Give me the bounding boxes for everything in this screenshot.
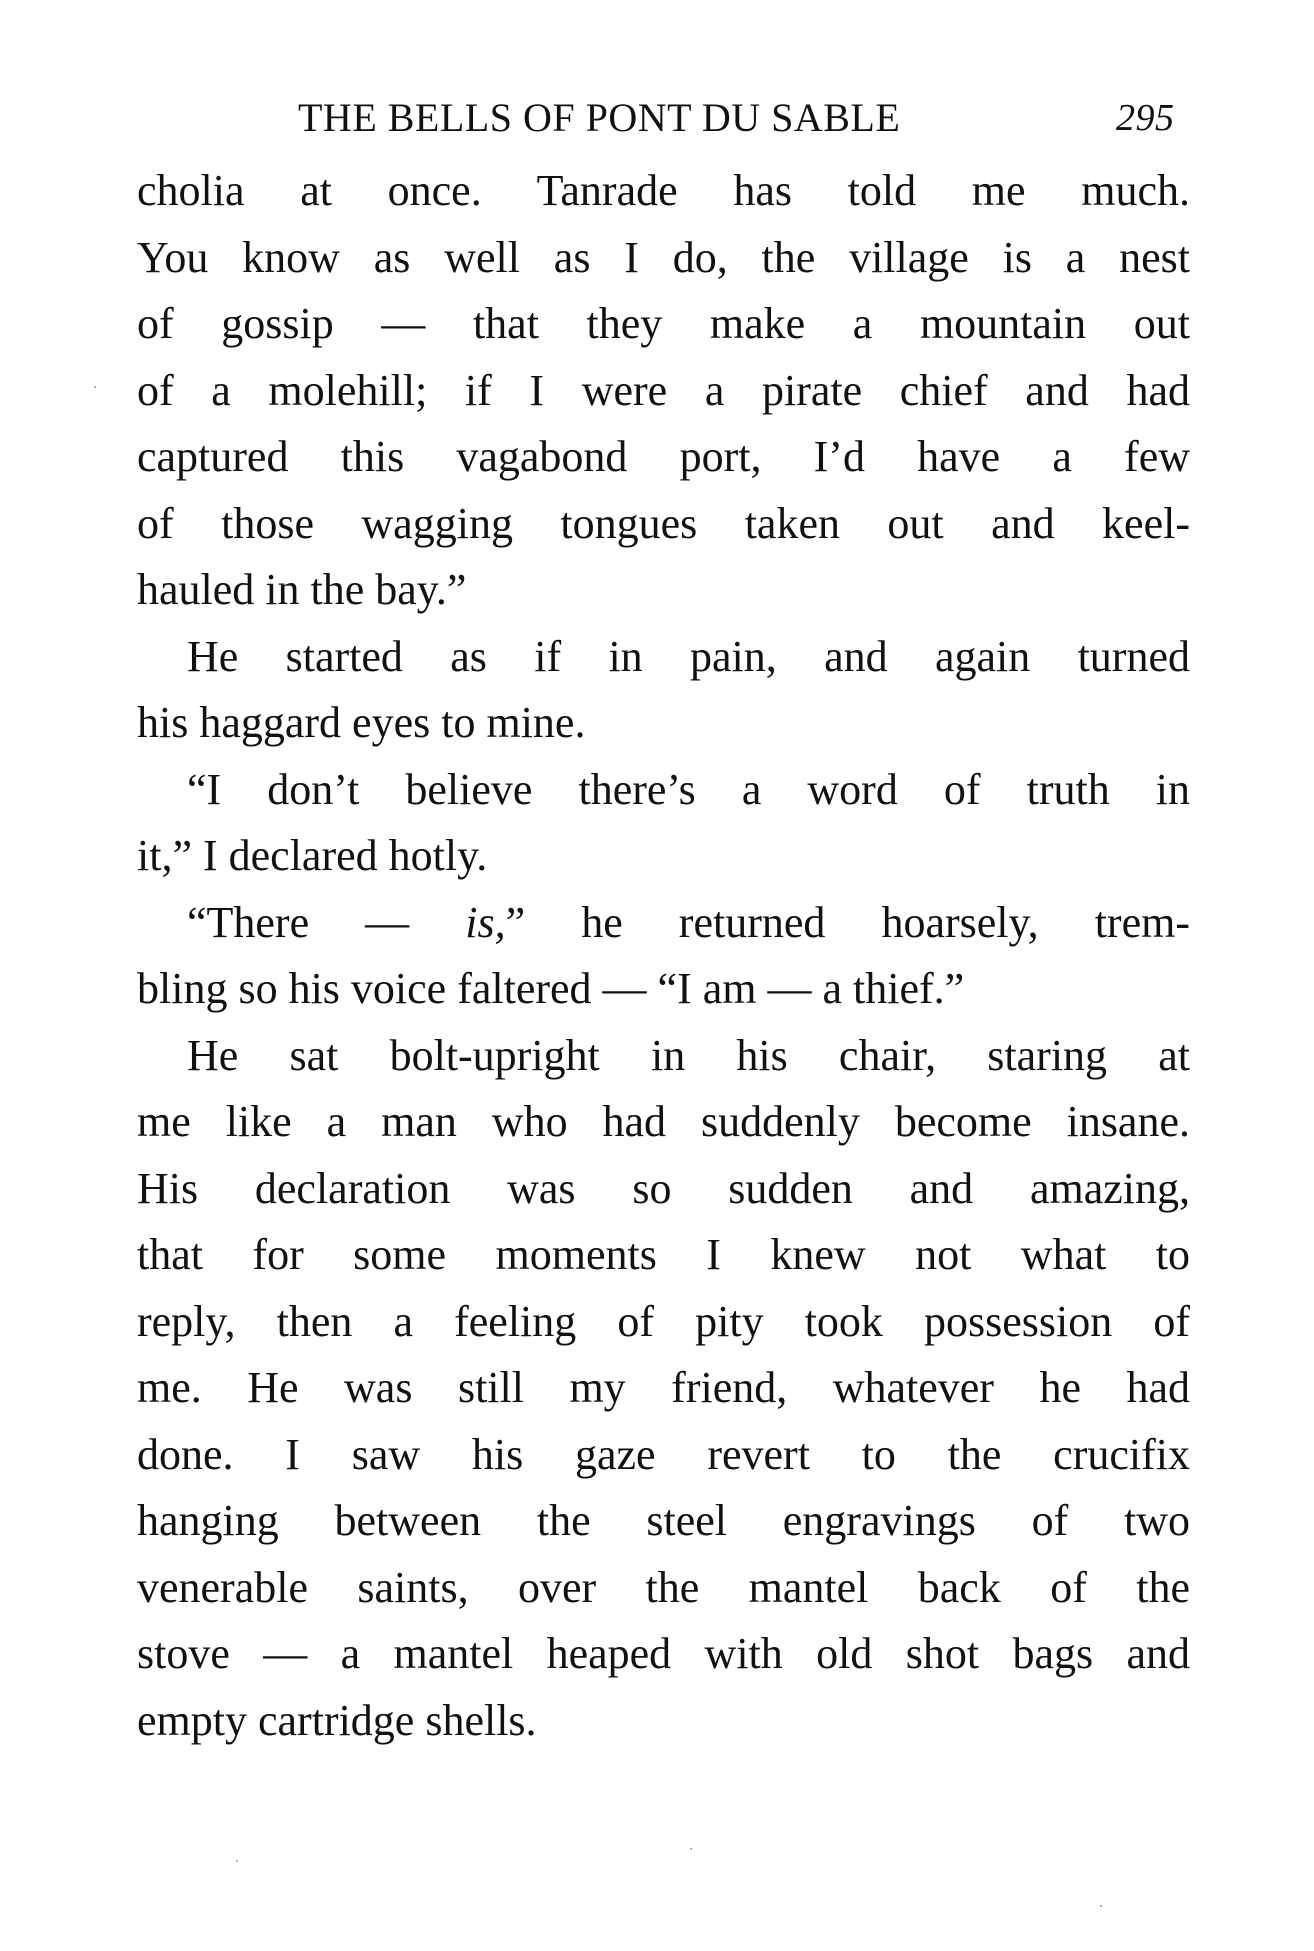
text-line: empty cartridge shells. (137, 1695, 537, 1745)
text-line: that for some moments I knew not what to (137, 1230, 1190, 1279)
text-segment: “There — (187, 897, 466, 947)
text-line-mixed (137, 890, 1190, 957)
text-line: He started as if in pain, and again turned (187, 631, 1190, 681)
paper-speck (236, 1860, 238, 1862)
text-line: me. He was still my friend, whatever he had (137, 1363, 1190, 1412)
text-line: He sat bolt-upright in his chair, staring at (187, 1030, 1190, 1080)
text-line: hauled in the bay.” (137, 565, 467, 614)
running-head (298, 92, 1198, 144)
text-line: captured this vagabond port, I’d have a few (137, 432, 1190, 481)
text-line: of gossip — that they make a mountain out (137, 299, 1190, 348)
text-line: reply, then a feeling of pity took possession of (137, 1296, 1190, 1346)
body-text (137, 158, 1190, 1754)
running-title: THE BELLS OF PONT DU SABLE (298, 95, 901, 140)
text-line: His declaration was so sudden and amazing, (137, 1163, 1190, 1213)
text-line: stove — a mantel heaped with old shot bags and (137, 1629, 1190, 1678)
italic-emphasis: is, (465, 897, 506, 947)
text-line: of those wagging tongues taken out and keel- (137, 498, 1190, 548)
paper-speck (1100, 1905, 1102, 1907)
paper-speck (94, 386, 96, 388)
text-line: hanging between the steel engravings of two (137, 1496, 1190, 1545)
text-line: me like a man who had suddenly become insane. (137, 1097, 1190, 1146)
text-line: it,” I declared hotly. (137, 831, 488, 880)
page-number: 295 (1116, 97, 1175, 139)
paper-speck (690, 1848, 692, 1850)
text-line: “I don’t believe there’s a word of truth in (187, 764, 1190, 814)
text-line: of a molehill; if I were a pirate chief and had (137, 365, 1190, 415)
text-line: bling so his voice faltered — “I am — a thief.” (137, 964, 965, 1013)
text-segment: ” he returned hoarsely, trem- (505, 897, 1190, 947)
text-line: his haggard eyes to mine. (137, 698, 586, 747)
text-line: You know as well as I do, the village is a nest (137, 232, 1190, 282)
text-line: cholia at once. Tanrade has told me much. (137, 166, 1190, 215)
text-line: done. I saw his gaze revert to the crucifix (137, 1429, 1190, 1479)
text-line: venerable saints, over the mantel back of the (137, 1562, 1190, 1612)
